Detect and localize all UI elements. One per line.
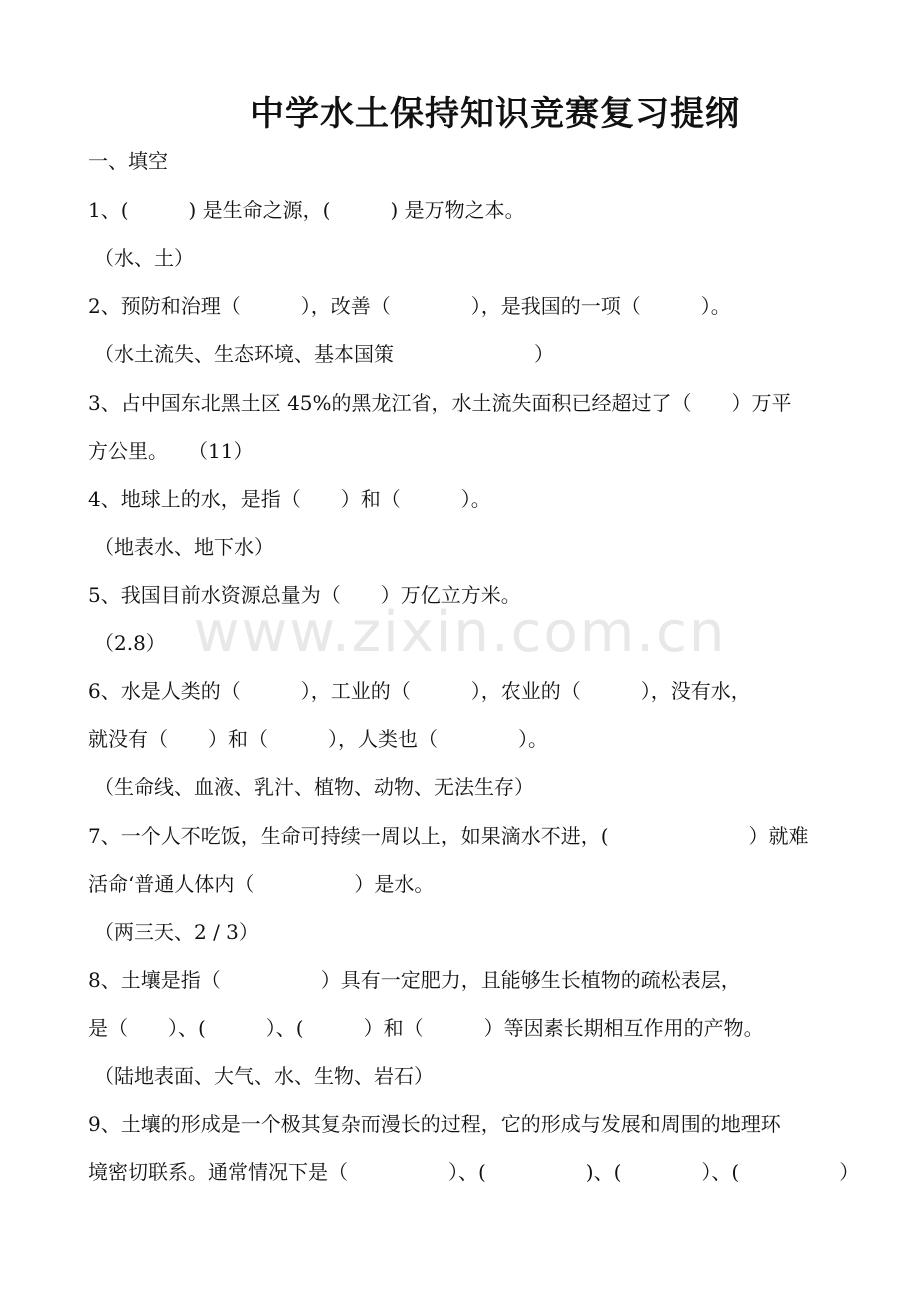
question-9-line-2: 境密切联系。通常情况下是（ ）、( )、( ）、( ） — [88, 1160, 860, 1184]
question-3-line-2: 方公里。 （11） — [88, 439, 254, 463]
question-7-line-2: 活命‘普通人体内（ ）是水。 — [88, 872, 435, 896]
question-8-line-1: 8、土壤是指（ ）具有一定肥力，且能够生长植物的疏松表层， — [88, 968, 741, 992]
question-6-line-1: 6、水是人类的（ ），工业的（ ），农业的（ ），没有水， — [88, 679, 751, 703]
section-heading: 一、填空 — [88, 149, 168, 173]
watermark: www.zixin.com.cn — [193, 600, 727, 665]
question-7-line-1: 7、一个人不吃饭，生命可持续一周以上，如果滴水不进，( ）就难 — [88, 824, 809, 848]
question-5: 5、我国目前水资源总量为（ ）万亿立方米。 — [88, 583, 521, 607]
page-title: 中学水土保持知识竞赛复习提纲 — [250, 94, 740, 134]
answer-6: （生命线、血液、乳汁、植物、动物、无法生存） — [94, 775, 534, 799]
question-2: 2、预防和治理（ ），改善（ ），是我国的一项（ ）。 — [88, 294, 731, 318]
question-8-line-2: 是（ ）、( ）、( ）和（ ）等因素长期相互作用的产物。 — [88, 1016, 764, 1040]
question-6-line-2: 就没有（ ）和（ ），人类也（ ）。 — [88, 727, 548, 751]
question-1: 1、( ) 是生命之源，( ) 是万物之本。 — [88, 198, 525, 222]
answer-1: （水、土） — [94, 246, 194, 270]
answer-8: （陆地表面、大气、水、生物、岩石） — [94, 1064, 434, 1088]
answer-5: （2.8） — [94, 631, 166, 655]
question-9-line-1: 9、土壤的形成是一个极其复杂而漫长的过程，它的形成与发展和周围的地理环 — [88, 1112, 781, 1136]
question-3-line-1: 3、占中国东北黑土区 45%的黑龙江省，水土流失面积已经超过了（ ）万平 — [88, 391, 792, 415]
answer-7: （两三天、2 / 3） — [94, 920, 259, 944]
answer-4: （地表水、地下水） — [94, 535, 274, 559]
question-4: 4、地球上的水，是指（ ）和（ ）。 — [88, 487, 491, 511]
answer-2: （水土流失、生态环境、基本国策 ） — [94, 342, 554, 366]
